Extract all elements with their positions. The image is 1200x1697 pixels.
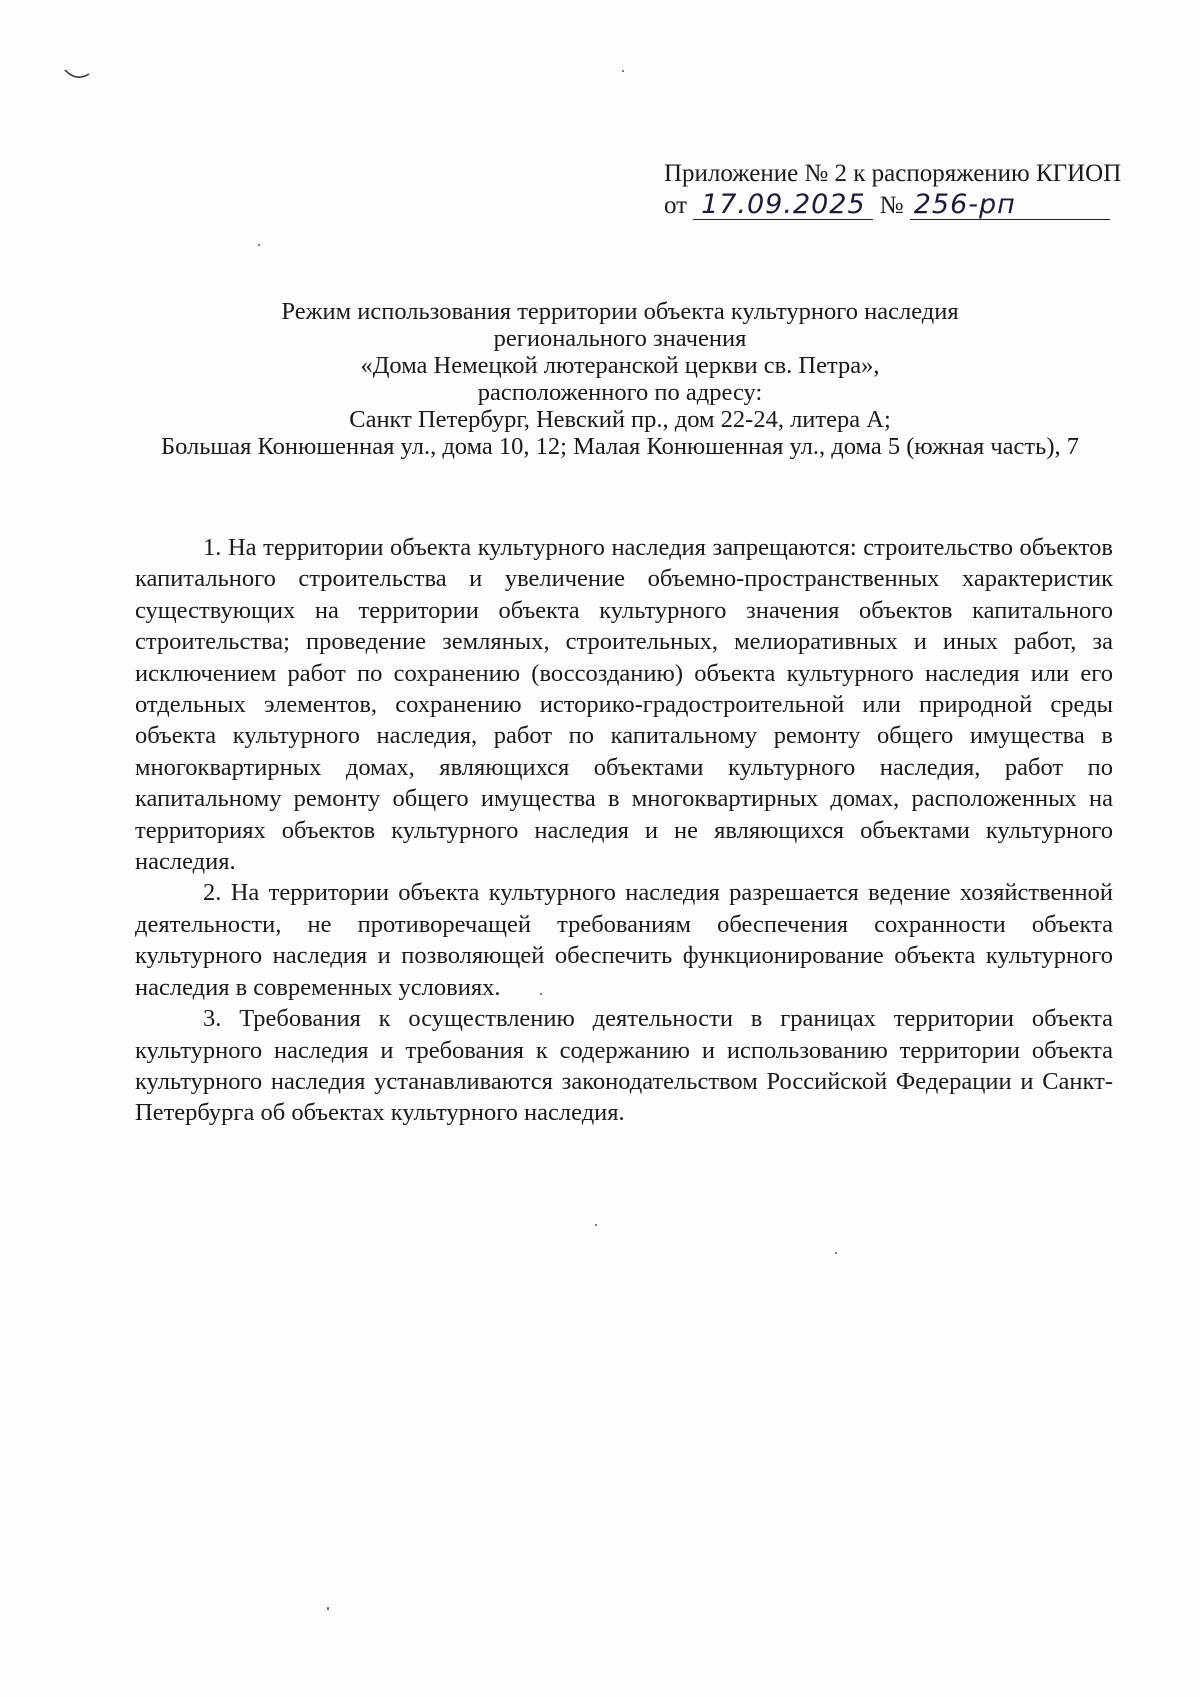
scan-mark-icon — [64, 68, 90, 82]
appendix-title: Приложение № 2 к распоряжению КГИОП — [664, 160, 1122, 187]
handwritten-number: 256-рп — [910, 191, 1110, 220]
handwritten-date: 17.09.2025 — [693, 191, 873, 220]
title-line: расположенного по адресу: — [477, 379, 763, 406]
scan-speck — [595, 1224, 597, 1226]
title-line: регионального значения — [493, 325, 747, 352]
paragraph-3: 3. Требования к осуществлению деятельности в границах территории объекта культурного наследия и требования к содержанию и использованию территории объекта культурного наследия устанавливаются законодательством Российской Федерации и Санкт-Петербурга об объектах культурного наследия. — [135, 1005, 1113, 1127]
document-body — [135, 532, 1113, 1129]
paragraph-2: 2. На территории объекта культурного наследия разрешается ведение хозяйственной деятельности, не противоречащей требованиям обеспечения сохранности объекта культурного наследия и позволяющей обеспечить функционирование объекта культурного наследия в современных условиях. — [135, 879, 1113, 1001]
scan-speck — [258, 244, 260, 246]
title-line: Санкт Петербург, Невский пр., дом 22-24, литера А; — [349, 406, 891, 433]
number-prefix: № — [879, 192, 904, 219]
appendix-date-number-line — [664, 190, 1124, 222]
scan-speck — [327, 1607, 329, 1610]
title-line: «Дома Немецкой лютеранской церкви св. Петра», — [360, 352, 880, 379]
date-prefix: от — [664, 192, 688, 219]
scan-speck — [622, 70, 624, 72]
appendix-header — [664, 158, 1124, 222]
title-line: Режим использования территории объекта культурного наследия — [281, 298, 959, 325]
scan-speck — [835, 1252, 837, 1254]
title-line: Большая Конюшенная ул., дома 10, 12; Малая Конюшенная ул., дома 5 (южная часть), 7 — [161, 433, 1079, 460]
paragraph-1: 1. На территории объекта культурного наследия запрещаются: строительство объектов капитального строительства и увеличение объемно-пространственных характеристик существующих на территории объекта культурного значения объектов капитального строительства; проведение земляных, строительных, мелиоративных и иных работ, за исключением работ по сохранению (воссозданию) объекта культурного наследия или его отдельных элементов, сохранению историко-градостроительной или природной среды объекта культурного наследия, работ по капитальному ремонту общего имущества в многоквартирных домах, являющихся объектами культурного наследия, работ по капитальному ремонту общего имущества в многоквартирных домах, расположенных на территориях объектов культурного наследия и не являющихся объектами культурного наследия. — [135, 534, 1113, 876]
document-title — [100, 298, 1140, 460]
